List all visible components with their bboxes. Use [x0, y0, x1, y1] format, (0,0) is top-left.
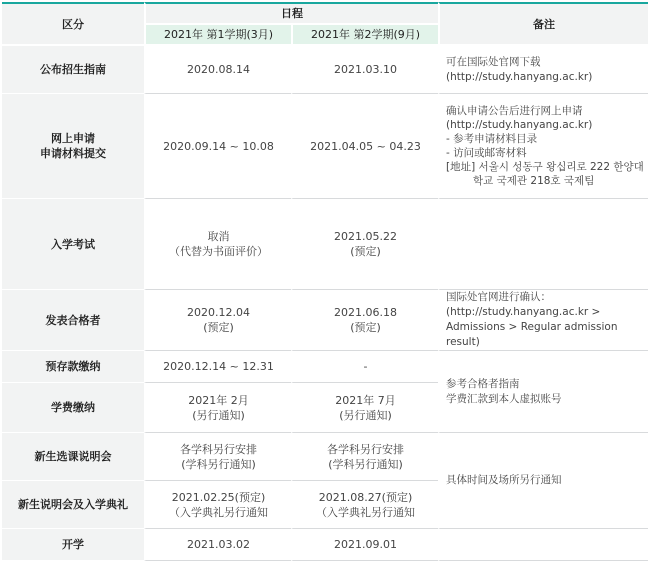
semester1-cell: 2021.03.02 [144, 529, 291, 561]
row-label: 发表合格者 [2, 290, 144, 351]
cell-line: 2021.05.22 [334, 230, 397, 243]
table-row [2, 433, 648, 481]
category-header: 区分 [2, 2, 144, 46]
semester2-cell: 2021.03.10 [291, 46, 438, 94]
semester2-cell [291, 481, 438, 529]
table-row [2, 94, 648, 199]
cell-line: 2021.02.25(预定) [171, 490, 266, 504]
cell-line: 各学科另行安排 [180, 442, 257, 456]
cell-line: (学科另行通知) [328, 457, 403, 471]
cell-line: （代替为书面评价） [169, 245, 268, 258]
row-label: 学费缴纳 [2, 383, 144, 433]
semester2-cell: 2021.09.01 [291, 529, 438, 561]
note-line: [地址] 서울시 성동구 왕십리로 222 한양대 [446, 161, 644, 173]
schedule-header: 日程 [144, 2, 438, 25]
notes-cell [438, 290, 648, 351]
cell-line: (预定) [350, 245, 381, 258]
cell-line: (学科另行通知) [181, 457, 256, 471]
cell-line: （入学典礼另行通知 [316, 505, 415, 519]
table-row [2, 290, 648, 351]
note-line: (http://study.hanyang.ac.kr > [446, 306, 601, 318]
notes-cell [438, 199, 648, 290]
semester2-cell: - [291, 351, 438, 383]
semester2-cell [291, 383, 438, 433]
cell-line: 取消 [207, 230, 230, 243]
semester1-header: 2021年 第1学期(3月) [144, 25, 291, 46]
note-line: 학교 국제관 218호 국제팀 [473, 175, 595, 187]
semester1-cell [144, 481, 291, 529]
note-line: 参考合格者指南 [446, 377, 520, 390]
notes-cell: 具体时间及场所另行通知 [438, 433, 648, 529]
row-label: 公布招生指南 [2, 46, 144, 94]
admission-schedule-table [2, 2, 648, 561]
row-label-line: 申请材料提交 [40, 147, 106, 160]
note-line: 确认申请公告后进行网上申请 [446, 105, 583, 117]
semester2-cell [291, 433, 438, 481]
table-row [2, 529, 648, 561]
semester1-cell [144, 199, 291, 290]
cell-line: (另行通知) [192, 408, 245, 422]
semester2-cell: 2021.04.05 ~ 04.23 [291, 94, 438, 199]
cell-line: 2021.08.27(预定) [318, 490, 413, 504]
cell-line: 2021年 7月 [335, 393, 396, 407]
note-line: Admissions > Regular admission result) [446, 321, 618, 348]
row-label: 开学 [2, 529, 144, 561]
row-label: 入学考试 [2, 199, 144, 290]
semester2-header: 2021年 第2学期(9月) [291, 25, 438, 46]
row-label-line: 网上申请 [51, 132, 95, 145]
note-line: - 参考申请材料目录 [446, 133, 538, 145]
notes-cell [438, 351, 648, 433]
cell-line: (另行通知) [339, 408, 392, 422]
semester2-cell [291, 290, 438, 351]
semester1-cell [144, 433, 291, 481]
cell-line: 2021年 2月 [188, 393, 249, 407]
note-line: 可在国际处官网下载 [446, 55, 541, 68]
note-line: 学费汇款到本人虚拟账号 [446, 392, 562, 405]
cell-line: 2021.06.18 [334, 306, 397, 319]
notes-cell [438, 94, 648, 199]
cell-line: (预定) [203, 321, 234, 334]
notes-cell [438, 46, 648, 94]
notes-header: 备注 [438, 2, 648, 46]
row-label: 新生选课说明会 [2, 433, 144, 481]
note-line: - 访问或邮寄材料 [446, 147, 527, 159]
table-row [2, 46, 648, 94]
semester2-cell [291, 199, 438, 290]
table-row [2, 351, 648, 383]
semester1-cell: 2020.09.14 ~ 10.08 [144, 94, 291, 199]
row-label: 新生说明会及入学典礼 [2, 481, 144, 529]
row-label: 预存款缴纳 [2, 351, 144, 383]
notes-cell [438, 529, 648, 561]
semester1-cell [144, 290, 291, 351]
cell-line: （入学典礼另行通知 [169, 505, 268, 519]
semester1-cell: 2020.08.14 [144, 46, 291, 94]
note-line: (http://study.hanyang.ac.kr) [446, 119, 593, 131]
table-row [2, 199, 648, 290]
note-line: (http://study.hanyang.ac.kr) [446, 70, 593, 83]
row-label [2, 94, 144, 199]
cell-line: 各学科另行安排 [327, 442, 404, 456]
semester1-cell [144, 383, 291, 433]
semester1-cell: 2020.12.14 ~ 12.31 [144, 351, 291, 383]
note-line: 国际处官网进行确认： [446, 291, 551, 303]
cell-line: 2020.12.04 [187, 306, 250, 319]
cell-line: (预定) [350, 321, 381, 334]
